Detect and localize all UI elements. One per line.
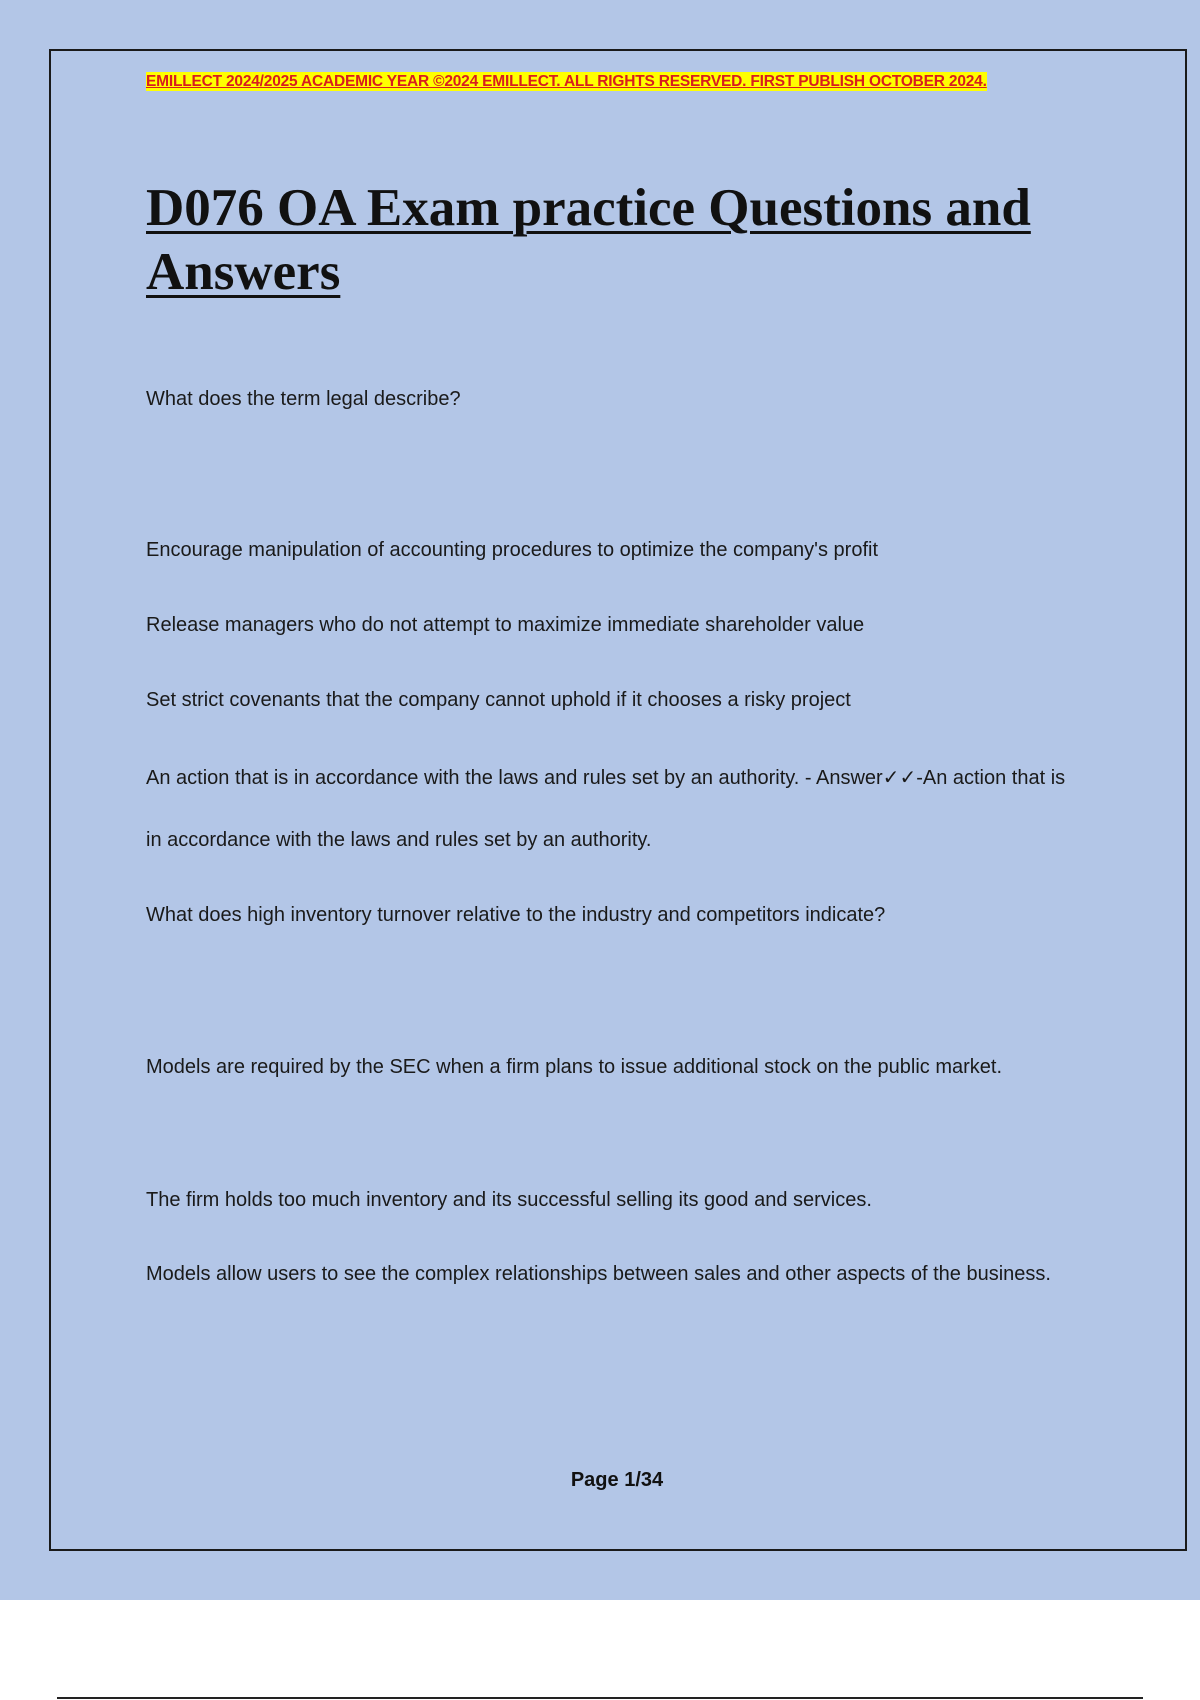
option-2: Release managers who do not attempt to maximize immediate shareholder value bbox=[146, 614, 865, 636]
copyright-banner: EMILLECT 2024/2025 ACADEMIC YEAR ©2024 EMILLECT. ALL RIGHTS RESERVED. FIRST PUBLISH OCTOBER 2024. bbox=[146, 73, 987, 90]
page-number: Page 1/34 bbox=[570, 1469, 664, 1491]
option-5: The firm holds too much inventory and its successful selling its good and services. bbox=[146, 1189, 872, 1211]
question-1: What does the term legal describe? bbox=[146, 388, 461, 410]
bottom-divider bbox=[57, 1697, 1143, 1699]
option-4: Models are required by the SEC when a firm plans to issue additional stock on the public market. bbox=[146, 1056, 1002, 1078]
document-title: D076 OA Exam practice Questions and Answers bbox=[146, 179, 1031, 301]
option-3: Set strict covenants that the company cannot uphold if it chooses a risky project bbox=[146, 689, 851, 711]
answer-1: An action that is in accordance with the laws and rules set by an authority. - Answer✓✓-An action that is in accordance with the laws and rules set by an authority. bbox=[146, 767, 1066, 851]
question-2: What does high inventory turnover relative to the industry and competitors indicate? bbox=[146, 904, 886, 926]
option-1: Encourage manipulation of accounting procedures to optimize the company's profit bbox=[146, 539, 879, 561]
option-6: Models allow users to see the complex relationships between sales and other aspects of the business. bbox=[146, 1263, 1051, 1285]
